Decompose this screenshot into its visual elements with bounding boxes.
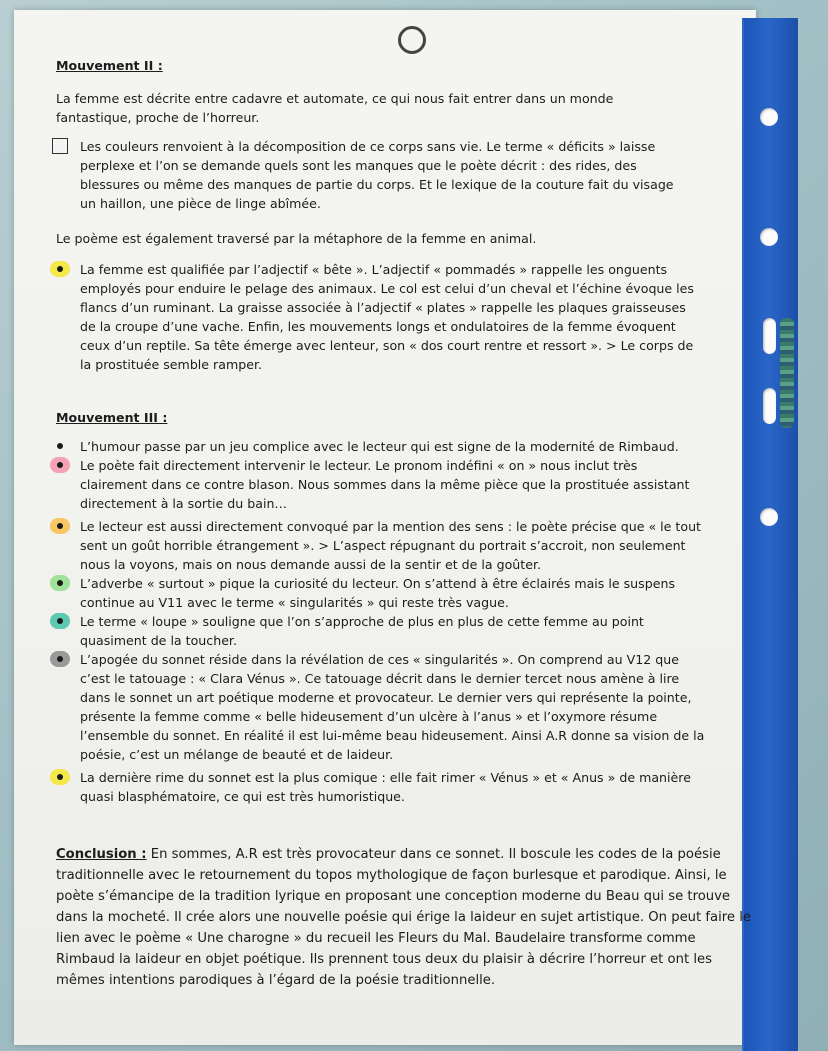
yellow-highlight-bullet-icon — [50, 261, 70, 277]
yellow-highlight-bullet-icon — [50, 769, 70, 785]
list-item — [56, 137, 690, 213]
list-item-text: La dernière rime du sonnet est la plus comique : elle fait rimer « Vénus » et « Anus » de manière quasi blasphématoire, ce qui est très humoristique. — [80, 770, 691, 804]
list-item — [56, 574, 706, 612]
mouvement-2-heading: Mouvement II : — [56, 58, 163, 73]
list-item — [56, 650, 706, 764]
list-item — [56, 768, 706, 806]
list-item — [56, 612, 706, 650]
punch-slot — [763, 318, 776, 354]
list-item-text: La femme est qualifiée par l’adjectif « bête ». L’adjectif « pommadés » rappelle les onguents employés pour enduire le pelage des animaux. Le col est celui d’un cheval et l’échine évoque les flancs d’un ruminant. La graisse associée à l’adjectif « plates » rappelle les plaques graisseuses de la croupe d’une vache. Enfin, les mouvements longs et ondulatoires de la femme évoquent ceux d’un reptile. Sa tête émerge avec lenteur, son « dos court rentre et ressort ». > Le corps de la prostituée semble ramper. — [80, 262, 694, 372]
list-item — [56, 260, 700, 374]
document-body — [56, 50, 752, 991]
conclusion-paragraph — [56, 844, 756, 991]
list-item-text: L’humour passe par un jeu complice avec le lecteur qui est signe de la modernité de Rimbaud. — [80, 439, 679, 454]
teal-highlight-bullet-icon — [50, 613, 70, 629]
list-item-text: Les couleurs renvoient à la décomposition de ce corps sans vie. Le terme « déficits » laisse perplexe et l’on se demande quels sont les manques que le poète décrit : des rides, des blessures ou même des manques de partie du corps. Et le lexique de la couture fait du visage un haillon, une pièce de linge abîmée. — [80, 139, 674, 211]
orange-highlight-bullet-icon — [50, 518, 70, 534]
punch-hole — [760, 508, 778, 526]
mouvement-2-intro: La femme est décrite entre cadavre et automate, ce qui nous fait entrer dans un monde fantastique, proche de l’horreur. — [56, 91, 614, 125]
punch-slot — [763, 388, 776, 424]
green-highlight-bullet-icon — [50, 575, 70, 591]
list-item — [56, 456, 706, 513]
metaphor-intro: Le poème est également traversé par la métaphore de la femme en animal. — [56, 231, 537, 246]
list-item-text: Le terme « loupe » souligne que l’on s’approche de plus en plus de cette femme au point quasiment de la toucher. — [80, 614, 644, 648]
list-item — [56, 517, 706, 574]
list-item-text: Le lecteur est aussi directement convoqué par la mention des sens : le poète précise que « le tout sent un goût horrible étrangement ». > L’aspect répugnant du portrait s’accroit, non seulement nous la voyons, mais on nous demande aussi de la sentir et de la goûter. — [80, 519, 701, 572]
mouvement-3-list — [56, 437, 706, 806]
binder-cord — [780, 318, 794, 428]
boxed-bullet-icon — [52, 138, 68, 154]
mouvement-3-heading: Mouvement III : — [56, 410, 168, 425]
list-item-text: L’adverbe « surtout » pique la curiosité du lecteur. On s’attend à être éclairés mais le suspens continue au V11 avec le terme « singularités » qui reste très vague. — [80, 576, 676, 610]
punch-hole — [760, 108, 778, 126]
list-item — [56, 437, 706, 456]
list-item-text: L’apogée du sonnet réside dans la révélation de ces « singularités ». On comprend au V12 que c’est le tatouage : « Clara Vénus ». Ce tatouage décrit dans le dernier tercet nous amène à lire dans le sonnet un art poétique moderne et provocateur. Le dernier vers qui représente la pointe, présente la femme comme « belle hideusement d’un ulcère à l’anus » et l’oxymore résume l’ensemble du sonnet. En réalité il est lui-même beau hideusement. Ainsi A.R donne sa vision de la poésie, c’est un mélange de beauté et de laideur. — [80, 652, 705, 762]
pink-highlight-bullet-icon — [50, 457, 70, 473]
conclusion-label: Conclusion : — [56, 847, 147, 862]
punch-hole — [760, 228, 778, 246]
list-item-text: Le poète fait directement intervenir le lecteur. Le pronom indéfini « on » nous inclut très clairement dans ce contre blason. Nous sommes dans la même pièce que la prostituée assistant directement à la sortie du bain… — [80, 458, 690, 511]
gray-highlight-bullet-icon — [50, 651, 70, 667]
conclusion-text: En sommes, A.R est très provocateur dans ce sonnet. Il boscule les codes de la poésie traditionnelle avec le retournement du topos mythologique de façon burlesque et parodique. Ainsi, le poète s’émancipe de la tradition lyrique en proposant une conception moderne du Beau qui se trouve dans la mocheté. Il crée alors une nouvelle poésie qui érige la laideur en sujet artistique. On peut faire le lien avec le poème « Une charogne » du recueil les Fleurs du Mal. Baudelaire transforme comme Rimbaud la laideur en objet poétique. Ils prennent tous deux du plaisir à décrire l’horreur et ont les mêmes intentions parodiques à l’égard de la poésie traditionnelle. — [56, 847, 752, 988]
bullet-icon — [50, 438, 70, 454]
